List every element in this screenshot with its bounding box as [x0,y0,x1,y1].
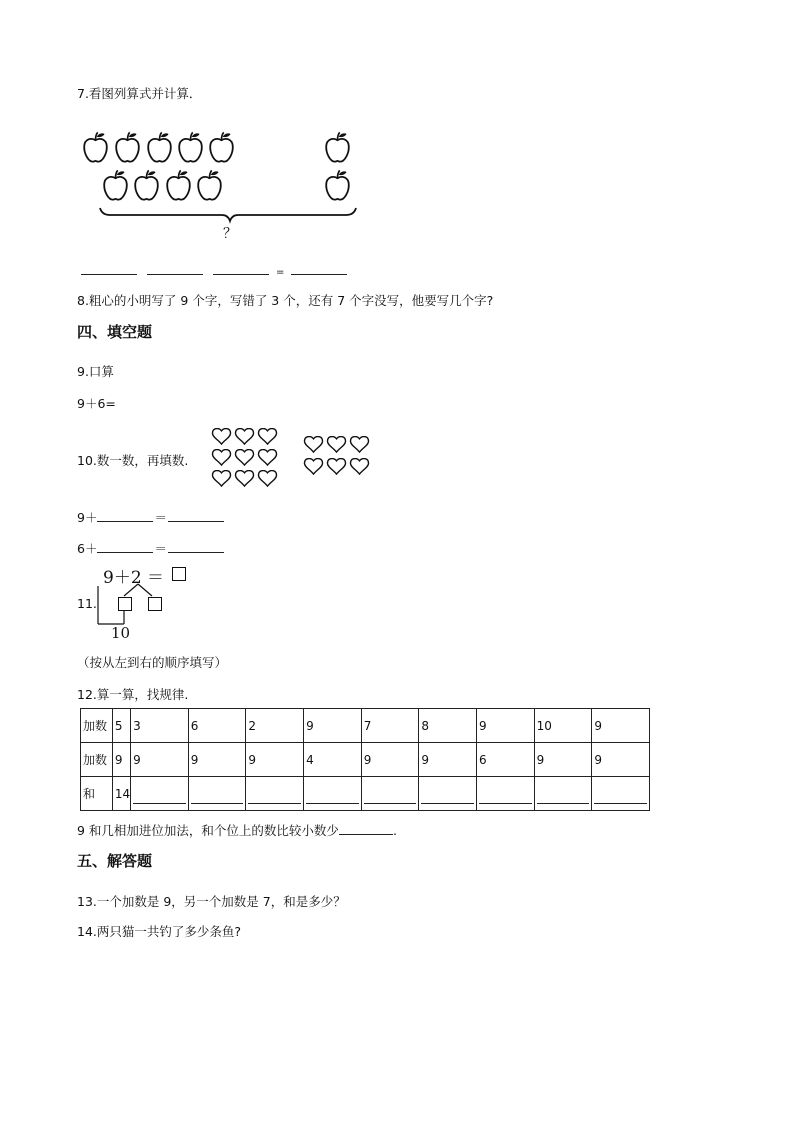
heart-icon [349,436,370,453]
apple-icon [82,130,109,164]
answer-blank[interactable] [168,509,224,522]
answer-cell[interactable] [592,777,650,811]
table-cell: 9 [476,709,534,743]
q14-text: 14.两只猫一共钓了多少条鱼? [77,924,242,939]
table-cell: 7 [361,709,419,743]
q12-title: 12.算一算，找规律. [77,687,189,702]
q9-title: 9.口算 [77,364,114,379]
heart-icon [326,436,347,453]
heart-icon [303,436,324,453]
table-cell: 9 [188,743,246,777]
q10-row-1 [77,508,224,526]
q12-summary [77,821,397,839]
section-4-title: 四、填空题 [77,323,153,341]
q12-summary-end: . [392,823,397,838]
answer-cell[interactable] [476,777,534,811]
answer-blank[interactable] [81,262,137,275]
section-5-title: 五、解答题 [77,852,153,870]
answer-blank[interactable] [339,822,393,835]
table-row [81,777,650,811]
heart-icon [211,470,232,487]
heart-icon [211,449,232,466]
answer-blank[interactable] [291,262,347,275]
q7-apple-figure [81,130,361,210]
table-cell: 4 [304,743,362,777]
answer-blank[interactable] [97,509,153,522]
answer-cell[interactable] [131,777,189,811]
answer-cell[interactable] [361,777,419,811]
apple-icon [324,130,351,164]
table-cell: 14 [112,777,130,811]
equals-sign: = [275,267,285,278]
apple-icon [165,168,192,202]
answer-cell[interactable] [246,777,304,811]
heart-icon [257,470,278,487]
q7-equation-row [81,262,347,278]
pattern-table [80,708,650,811]
heart-icon [234,449,255,466]
apple-icon [177,130,204,164]
table-cell: 9 [361,743,419,777]
q10-label: 10.数一数，再填数. [77,453,189,468]
table-cell: 9 [304,709,362,743]
answer-cell[interactable] [188,777,246,811]
heart-icon [257,449,278,466]
heart-icon [257,428,278,445]
answer-blank[interactable] [97,540,153,553]
table-cell: 10 [534,709,592,743]
answer-blank[interactable] [168,540,224,553]
q13-text: 13.一个加数是 9，另一个加数是 7，和是多少？ [77,894,346,909]
q12-summary-text: 9 和几相加进位加法，和个位上的数比较小数少 [77,823,339,838]
heart-icon [303,458,324,475]
answer-cell[interactable] [419,777,477,811]
apple-icon [133,168,160,202]
table-cell: 9 [592,709,650,743]
q10-row-1-prefix: 9＋ [77,510,98,525]
answer-cell[interactable] [534,777,592,811]
answer-cell[interactable] [304,777,362,811]
heart-icon [211,428,232,445]
table-cell: 9 [246,743,304,777]
table-cell: 9 [419,743,477,777]
table-cell: 8 [419,709,477,743]
apple-icon [324,168,351,202]
equals-sign: ＝ [154,510,167,525]
q10-row-2 [77,539,224,557]
q11-note: （按从左到右的顺序填写） [77,655,228,670]
table-cell: 9 [112,743,130,777]
heart-icon [349,458,370,475]
apple-icon [196,168,223,202]
table-cell: 6 [476,743,534,777]
row-header: 加数 [81,743,113,777]
apple-icon [102,168,129,202]
heart-icon [326,458,347,475]
apple-icon [146,130,173,164]
answer-box-icon[interactable] [118,597,132,611]
equals-sign: ＝ [154,541,167,556]
table-cell: 2 [246,709,304,743]
q8-text: 8.粗心的小明写了 9 个字，写错了 3 个，还有 7 个字没写，他要写几个字? [77,293,494,308]
q10-row-2-prefix: 6＋ [77,541,98,556]
heart-icon [234,470,255,487]
answer-blank[interactable] [213,262,269,275]
table-cell: 9 [131,743,189,777]
table-row [81,743,650,777]
answer-blank[interactable] [147,262,203,275]
q11-expression: 9＋2 ＝ [103,568,165,588]
table-cell: 9 [534,743,592,777]
total-brace [98,206,358,224]
answer-box-icon[interactable] [148,597,162,611]
q11-ten-label: 10 [111,624,131,642]
apple-icon [208,130,235,164]
table-row [81,709,650,743]
q9-expression: 9＋6= [77,396,116,411]
heart-icon [234,428,255,445]
q7-title: 7.看图列算式并计算． [77,86,202,101]
table-cell: 3 [131,709,189,743]
table-cell: 9 [592,743,650,777]
brace-question-mark: ？ [223,226,237,242]
answer-box-icon[interactable] [172,567,186,581]
row-header: 和 [81,777,113,811]
table-cell: 5 [112,709,130,743]
q11-label: 11. [77,596,97,611]
q10-heart-figure [208,426,378,491]
apple-icon [114,130,141,164]
table-cell: 6 [188,709,246,743]
row-header: 加数 [81,709,113,743]
